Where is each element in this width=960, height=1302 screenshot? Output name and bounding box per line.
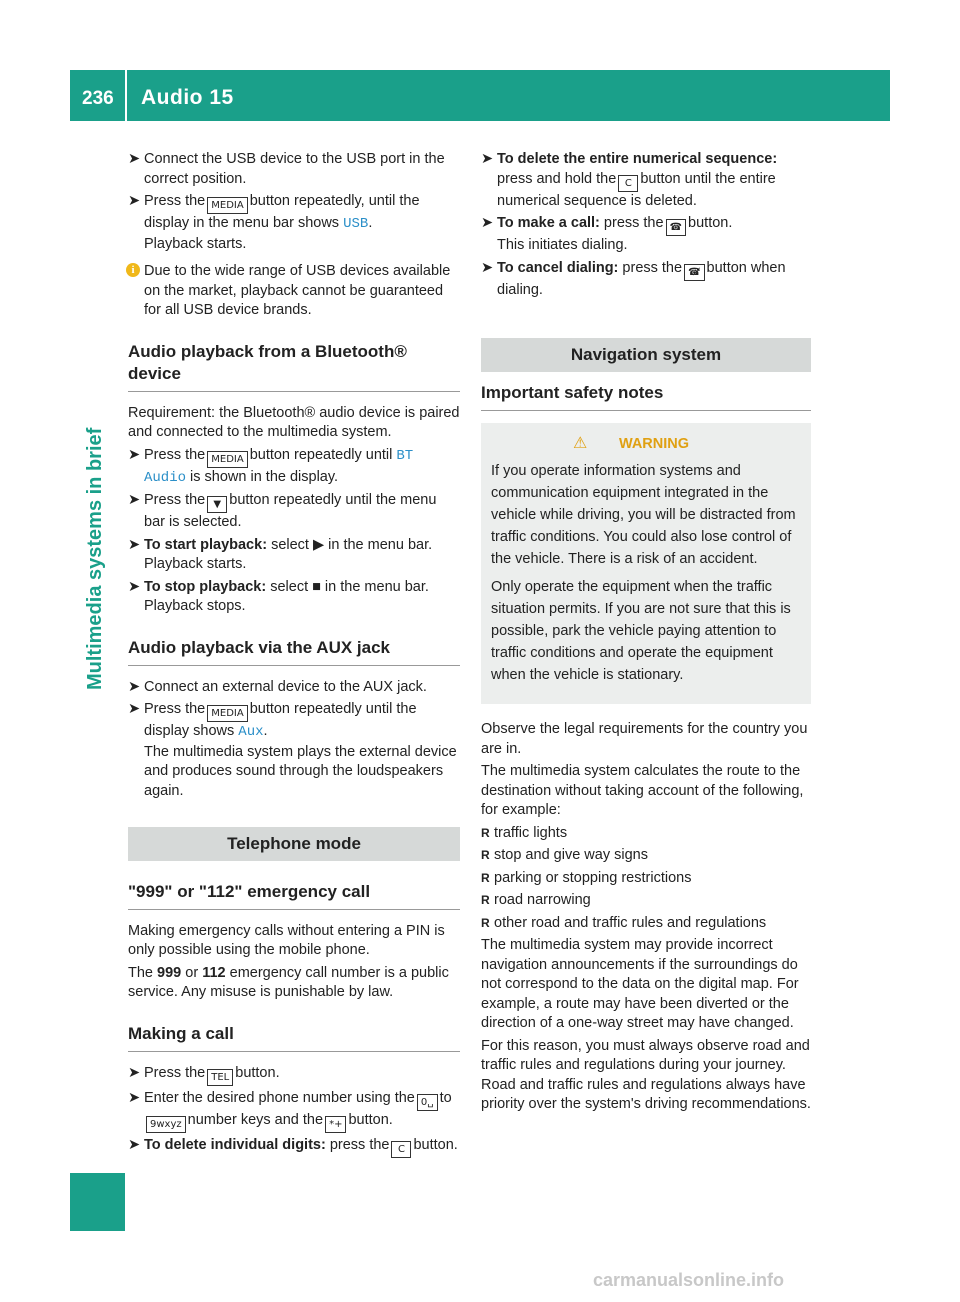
clear-key-icon: C [618, 175, 638, 192]
zero-key-icon: 0␣ [417, 1094, 438, 1111]
info-icon: i [126, 263, 140, 277]
watermark: carmanualsonline.info [593, 1270, 785, 1290]
bt-step-start: ➤ To start playback: select ▶ in the menu bar. Playback starts. [128, 536, 433, 572]
list-item: R road narrowing [481, 892, 591, 908]
bt-step-stop: ➤ To stop playback: select ■ in the menu bar. Playback stops. [128, 578, 429, 614]
nav-p2: The multimedia system calculates the route to the destination without taking account of the following, for example: [481, 763, 804, 818]
page-number: 236 [82, 88, 114, 109]
sidebar-title: Multimedia systems in brief [84, 427, 106, 690]
step-result: Playback starts. [144, 235, 247, 252]
aux-step-connect: ➤ Connect an external device to the AUX jack. [128, 678, 427, 695]
usb-step-connect: ➤ Connect the USB device to the USB port in the correct position. [128, 151, 445, 187]
making-call-heading: Making a call [128, 1023, 460, 1052]
sidebar-divider [125, 121, 126, 1231]
call-step-delete: ➤ To delete individual digits: press the C button. [128, 1136, 460, 1158]
list-item: R other road and traffic rules and regulations [481, 914, 767, 931]
emergency-p2: The 999 or 112 emergency call number is a public service. Any misuse is punishable by law. [128, 964, 449, 1000]
list-item: R stop and give way signs [481, 847, 648, 863]
emergency-p1: Making emergency calls without entering a PIN is only possible using the mobile phone. [128, 922, 445, 958]
media-key-icon: MEDIA [207, 197, 247, 214]
hangup-icon: ☎̸ [684, 264, 704, 281]
warning-triangle-icon: ⚠ [573, 434, 588, 452]
display-text-usb: USB [343, 216, 369, 232]
usb-step-media: ➤ Press the MEDIA button repeatedly, until the display in the menu bar shows USB. Playback starts. [128, 192, 460, 254]
warning-title: WARNING [618, 435, 690, 452]
warning-box [481, 423, 811, 705]
call-step-digits: ➤ Enter the desired phone number using the 0␣ to9wxyz number keys and the *+ button. [128, 1089, 460, 1133]
bt-step-media: ➤ Press the MEDIA button repeatedly until BT Audio is shown in the display. [128, 446, 414, 486]
bt-step-down: ➤ Press the ▼ button repeatedly until the menu bar is selected. [128, 492, 437, 530]
left-column [128, 150, 460, 1161]
aux-step-media: ➤ Press the MEDIA button repeatedly until the display shows Aux. The multimedia system plays the external device and produces sound through the loudspeakers again. [128, 701, 457, 799]
telephone-section-bar: Telephone mode [128, 827, 460, 861]
clear-key-icon: C [391, 1141, 411, 1158]
navigation-section-bar: Navigation system [481, 338, 811, 372]
nav-p4: For this reason, you must always observe road and traffic rules and regulations during your journey. Road and traffic rules and regulations always have priority over the system's driving recommendations. [481, 1037, 811, 1112]
warning-p2: Only operate the equipment when the traffic situation permits. If you are not sure that this is possible, park the vehicle paying attention to traffic conditions and operate the equipment when the vehicle is stationary. [491, 579, 791, 683]
display-text-bt-audio: BT Audio [144, 447, 414, 486]
nav-p1: Observe the legal requirements for the country you are in. [481, 721, 808, 757]
safety-heading: Important safety notes [481, 382, 811, 411]
bt-heading: Audio playback from a Bluetooth® device [128, 341, 460, 392]
tel-step-make-call: ➤ To make a call: press the ☎ button. This initiates dialing. [481, 215, 733, 253]
star-plus-key-icon: *+ [325, 1116, 346, 1133]
display-text-aux: Aux [238, 724, 264, 740]
list-item: R parking or stopping restrictions [481, 869, 692, 886]
header-divider [125, 70, 127, 121]
phone-icon: ☎ [666, 219, 686, 236]
tel-key-icon: TEL [207, 1069, 233, 1086]
list-item: R traffic lights [481, 824, 568, 841]
call-step-tel: ➤ Press the TEL button. [128, 1064, 460, 1086]
page-title: Audio 15 [141, 86, 234, 109]
tel-step-cancel: ➤ To cancel dialing: press the ☎̸ button when dialing. [481, 259, 786, 298]
media-key-icon: MEDIA [207, 451, 247, 468]
right-column [481, 150, 811, 1118]
sidebar-tab [70, 1173, 125, 1231]
down-key-icon: ▼ [207, 496, 227, 513]
emergency-heading: "999" or "112" emergency call [128, 881, 460, 910]
nav-p3: The multimedia system may provide incorrect navigation announcements if the surroundings do not correspond to the data on the digital map. For example, a route may have been diverted or the direction of a one-way street may have changed. [481, 937, 799, 1031]
bt-requirement: Requirement: the Bluetooth® audio device is paired and connected to the multimedia system. [128, 404, 460, 440]
nine-key-icon: 9wxyz [146, 1116, 186, 1133]
info-note: i Due to the wide range of USB devices available on the market, playback cannot be guaranteed for all USB device brands. [128, 262, 460, 321]
warning-p1: If you operate information systems and communication equipment integrated in the vehicle while driving, you will be distracted from traffic conditions. You could also lose control of the vehicle. There is a risk of an accident. [491, 463, 796, 567]
aux-heading: Audio playback via the AUX jack [128, 637, 460, 666]
media-key-icon: MEDIA [207, 705, 247, 722]
tel-step-delete-all: ➤ To delete the entire numerical sequence: press and hold the C button until the entire numerical sequence is deleted. [481, 151, 778, 209]
